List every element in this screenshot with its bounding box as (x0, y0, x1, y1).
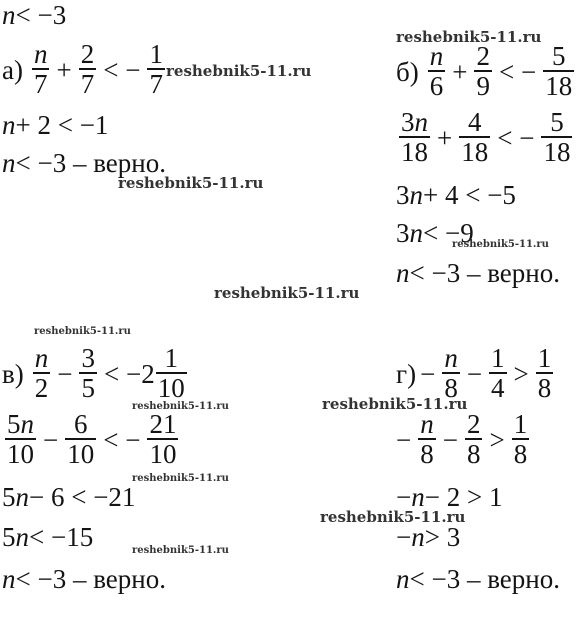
part-b-line5: n < −3 – верно. (396, 258, 560, 288)
fraction: 5n 10 (7, 409, 34, 470)
watermark: reshebnik5-11.ru (322, 395, 468, 413)
watermark: reshebnik5-11.ru (396, 28, 542, 46)
part-a-label: а) (2, 54, 23, 85)
watermark: reshebnik5-11.ru (34, 326, 131, 337)
watermark: reshebnik5-11.ru (214, 284, 360, 302)
part-g-line2: − $\frac{n}{8}$ − $\frac{2}{8}$ > 1 8 (396, 409, 528, 470)
part-a-line2: n + 2 < −1 (2, 110, 109, 140)
part-b-line4: 3 n < −9 (396, 218, 474, 248)
var-n: n (2, 0, 16, 30)
fraction: 3n 18 (401, 107, 428, 168)
fraction: $\frac{1}{4}$ (491, 343, 505, 404)
part-v-line1: в) n 2 − $\frac{3}{5}$ < −2 1 10 (2, 343, 185, 404)
part-v-line4: 5 n < −15 (2, 522, 94, 552)
fraction: 1 8 (537, 343, 552, 404)
fraction: $\frac{5}{18}$ (543, 107, 571, 168)
part-b-label: б) (396, 56, 419, 87)
fraction: $\frac{21}{10}$ (149, 409, 177, 470)
fraction: $\frac{n}{8}$ (444, 343, 458, 404)
fraction: n 7 (33, 39, 48, 100)
part-v-line3: 5 n − 6 < −21 (2, 482, 136, 512)
part-v-label: в) (2, 358, 24, 389)
fraction: 1 8 (513, 409, 528, 470)
watermark: reshebnik5-11.ru (132, 545, 229, 556)
part-g-line4: − n > 3 (396, 522, 461, 552)
part-v-line2: 5n 10 − $\frac{6}{10}$ < − $\frac{21}{10}$ (7, 409, 177, 470)
part-g-line1: г) − $\frac{n}{8}$ − $\frac{1}{4}$ > 1 8 (396, 343, 552, 404)
part-b-line3: 3 n + 4 < −5 (396, 180, 516, 210)
fraction: $\frac{1}{7}$ (149, 39, 163, 100)
fraction: $\frac{3}{5}$ (81, 343, 95, 404)
part-b-line2: 3n 18 + $\frac{4}{18}$ < − $\frac{5}{18}$ (401, 107, 571, 168)
part-v-line5: n < −3 – верно. (2, 564, 166, 594)
part-g-label: г) (396, 358, 417, 389)
fraction: 1 10 (157, 343, 185, 404)
part-g-line3: − n − 2 > 1 (396, 482, 503, 512)
watermark: reshebnik5-11.ru (132, 473, 229, 484)
fraction: $\frac{4}{18}$ (461, 107, 489, 168)
fraction: $\frac{2}{8}$ (466, 409, 481, 470)
watermark: reshebnik5-11.ru (452, 239, 549, 250)
top-inequality (2, 2, 66, 29)
part-b-line1: б) n 6 + $\frac{2}{9}$ < − $\frac{5}{18}$ (396, 41, 573, 102)
fraction: $\frac{2}{9}$ (476, 41, 490, 102)
watermark: reshebnik5-11.ru (118, 174, 264, 192)
fraction: $\frac{n}{8}$ (420, 409, 434, 470)
inequality-rest: < −3 (15, 0, 67, 30)
fraction: n 2 (34, 343, 49, 404)
fraction: $\frac{6}{10}$ (67, 409, 95, 470)
watermark: reshebnik5-11.ru (132, 401, 229, 412)
fraction: $\frac{2}{7}$ (80, 39, 95, 100)
part-g-line5: n < −3 – верно. (396, 564, 560, 594)
watermark: reshebnik5-11.ru (320, 508, 466, 526)
fraction: n 6 (429, 41, 444, 102)
part-a-line3: n < −3 – верно. (2, 148, 166, 178)
part-a-line1: а) n 7 + $\frac{2}{7}$ < − $\frac{1}{7}$ (2, 39, 163, 100)
fraction: $\frac{5}{18}$ (545, 41, 573, 102)
watermark: reshebnik5-11.ru (166, 62, 312, 80)
